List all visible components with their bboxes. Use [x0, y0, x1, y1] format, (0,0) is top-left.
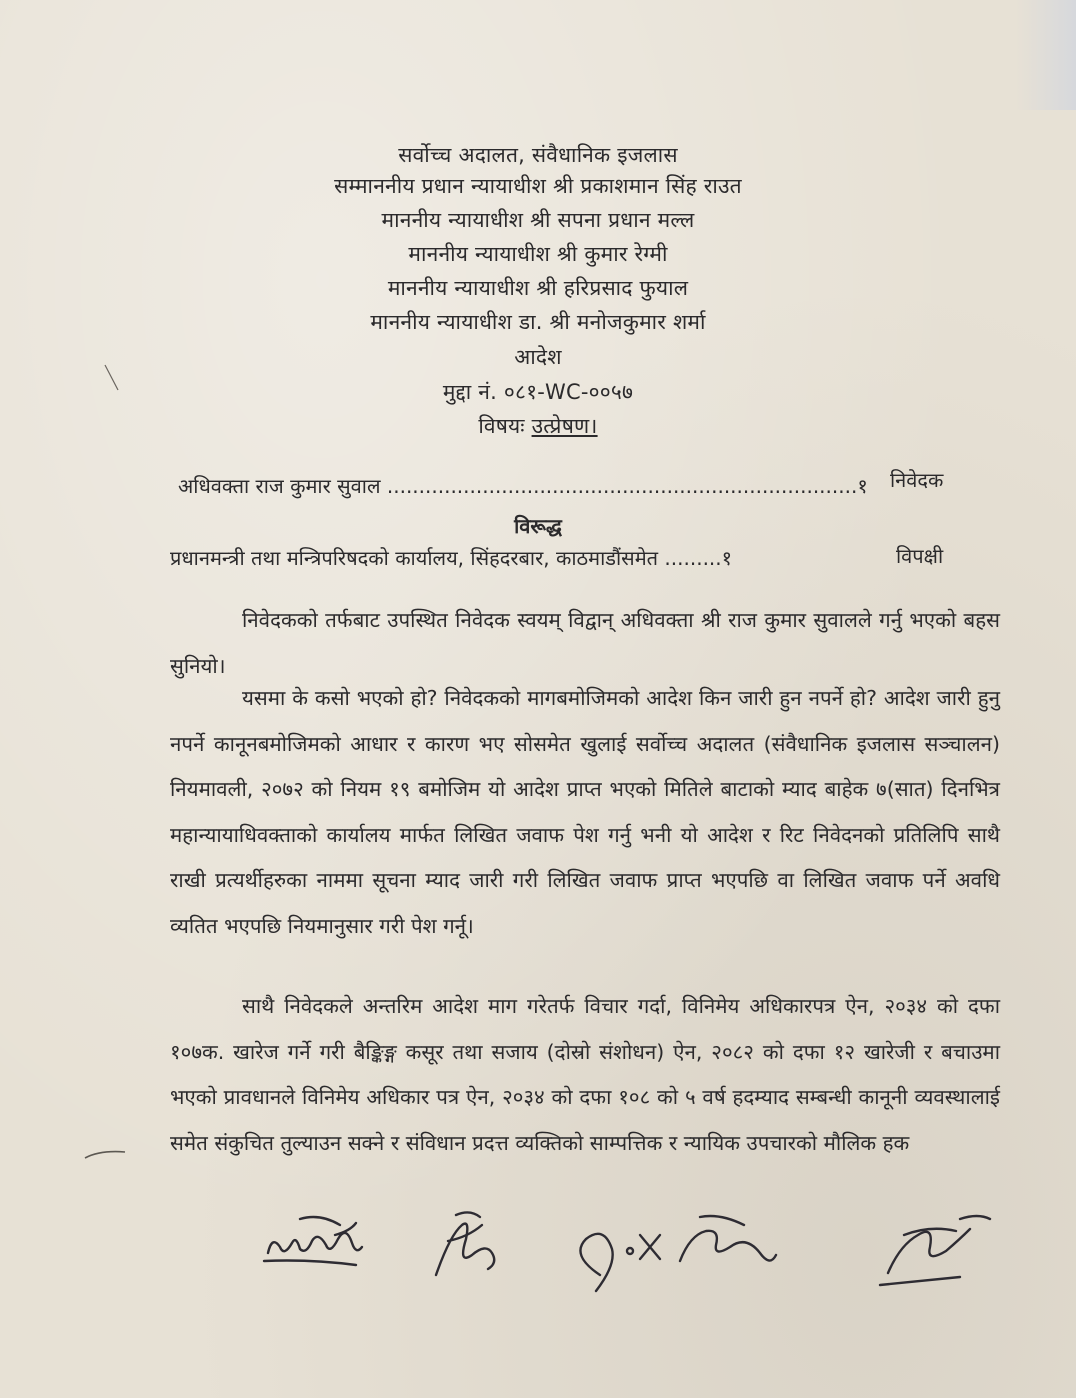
paragraph-order — [170, 676, 1000, 949]
judge-line-5: माननीय न्यायाधीश डा. श्री मनोजकुमार शर्मा — [370, 310, 706, 334]
respondent-role: विपक्षी — [896, 544, 944, 568]
paper-mark-2 — [80, 1140, 130, 1170]
paragraph-interim-text: साथै निवेदकले अन्तरिम आदेश माग गरेतर्फ विचार गर्दा, विनिमेय अधिकारपत्र ऐन, २०३४ को दफा १०७क. खारेज गर्ने गरी बैङ्किङ्ग कसूर तथा सजाय (दोस्रो संशोधन) ऐन, २०८२ को दफा १२ खारेजी र बचाउमा भएको प्रावधानले विनिमेय अधिकार पत्र ऐन, २०३४ को दफा १०८ को ५ वर्ष हदम्याद सम्बन्धी कानूनी व्यवस्थालाई समेत संकुचित तुल्याउन सक्ने र संविधान प्रदत्त व्यक्तिको साम्पत्तिक र न्यायिक उपचारको मौलिक हक — [170, 994, 1000, 1155]
respondent-name: प्रधानमन्त्री तथा मन्त्रिपरिषदको कार्यालय, सिंहदरबार, काठमाडौंसमेत .........१ — [170, 546, 733, 570]
paragraph-order-text: यसमा के कसो भएको हो? निवेदकको मागबमोजिमको आदेश किन जारी हुन नपर्ने हो? आदेश जारी हुनु नपर्ने कानूनबमोजिमको आधार र कारण भए सोसमेत खुलाई सर्वोच्च अदालत (संवैधानिक इजलास सञ्चालन) नियमावली, २०७२ को नियम १९ बमोजिम यो आदेश प्राप्त भएको मितिले बाटाको म्याद बाहेक ७(सात) दिनभित्र महान्यायाधिवक्ताको कार्यालय मार्फत लिखित जवाफ पेश गर्नु भनी यो आदेश र रिट निवेदनको प्रतिलिपि साथै राखी प्रत्यर्थीहरुका नाममा सूचना म्याद जारी गरी लिखित जवाफ प्राप्त भएपछि वा लिखित जवाफ पर्ने अवधि व्यतित भएपछि नियमानुसार गरी पेश गर्नू। — [170, 686, 1000, 938]
petitioner-name: अधिवक्ता राज कुमार सुवाल ..........................................................................१ — [178, 474, 868, 498]
signature-1 — [264, 1217, 362, 1265]
signature-3 — [580, 1216, 776, 1291]
court-title: सर्वोच्च अदालत, संवैधानिक इजलास — [398, 143, 678, 167]
subject-line — [0, 412, 1076, 440]
paper-mark — [100, 360, 130, 400]
judge-line-2: माननीय न्यायाधीश श्री सपना प्रधान मल्ल — [381, 208, 695, 232]
versus-label: विरूद्ध — [514, 514, 562, 538]
judge-line-3: माननीय न्यायाधीश श्री कुमार रेग्मी — [408, 242, 668, 266]
signature-4 — [880, 1216, 990, 1285]
document-type: आदेश — [514, 345, 562, 369]
subject-label: विषयः — [478, 414, 525, 438]
page-corner-shadow — [1016, 0, 1076, 110]
case-number: मुद्दा नं. ०८१-WC-००५७ — [442, 380, 634, 404]
paragraph-interim — [170, 984, 1000, 1166]
signatures-row — [0, 1195, 1076, 1315]
judge-line-4: माननीय न्यायाधीश श्री हरिप्रसाद फुयाल — [387, 276, 689, 300]
signature-2 — [436, 1212, 494, 1275]
paragraph-hearing-text: निवेदकको तर्फबाट उपस्थित निवेदक स्वयम् विद्वान् अधिवक्ता श्री राज कुमार सुवालले गर्नु भएको बहस सुनियो। — [170, 608, 1000, 678]
petitioner-role: निवेदक — [890, 468, 944, 492]
subject-value: उत्प्रेषण। — [531, 414, 598, 438]
judge-line-1: सम्माननीय प्रधान न्यायाधीश श्री प्रकाशमान सिंह राउत — [334, 174, 742, 198]
